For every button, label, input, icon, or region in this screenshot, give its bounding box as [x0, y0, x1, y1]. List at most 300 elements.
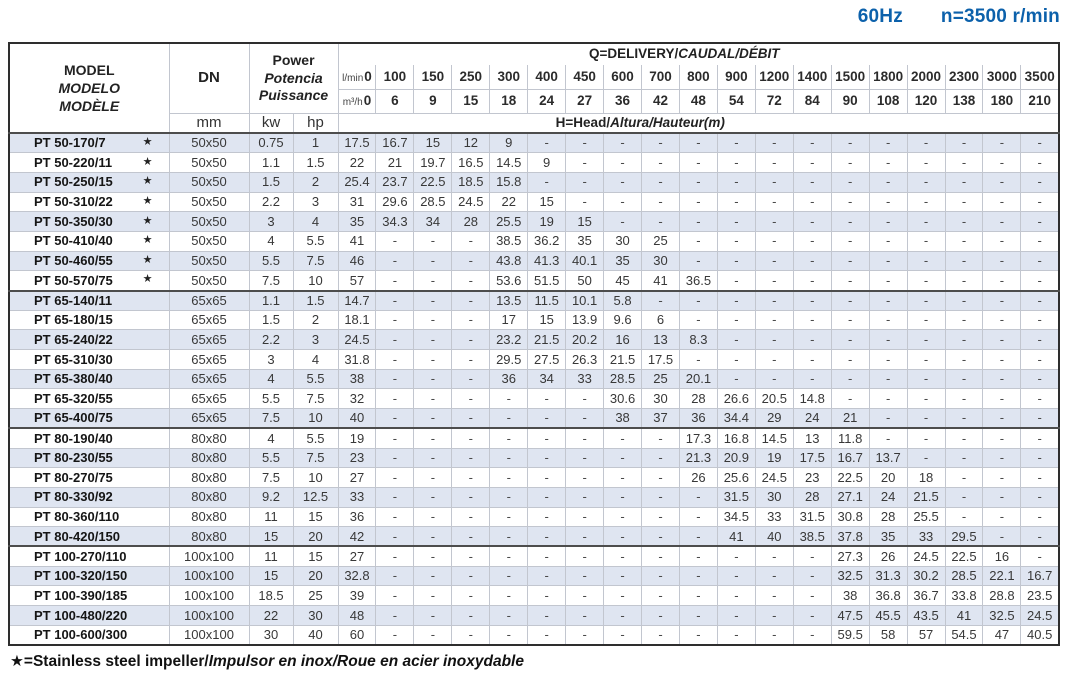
head-value-cell: 27 — [338, 546, 376, 566]
head-value-cell: - — [414, 468, 452, 488]
head-value-cell: - — [642, 291, 680, 311]
model-cell — [9, 212, 169, 232]
kw-cell: 22 — [249, 606, 293, 626]
flow-m3h-0: m³/h0 — [338, 89, 376, 113]
head-value-cell: 51.5 — [528, 271, 566, 291]
head-value-cell: - — [907, 448, 945, 468]
head-value-cell: - — [566, 527, 604, 547]
kw-cell: 1.1 — [249, 291, 293, 311]
head-value-cell: - — [414, 625, 452, 645]
head-value-cell: 54.5 — [945, 625, 983, 645]
power-unit-kw: kw — [249, 113, 293, 133]
head-value-cell: 33 — [907, 527, 945, 547]
table-row — [9, 251, 1059, 271]
head-value-cell: 29.6 — [376, 192, 414, 212]
head-value-cell: 13.9 — [566, 310, 604, 330]
head-value-cell: - — [983, 330, 1021, 350]
head-value-cell: 33 — [338, 487, 376, 507]
head-value-cell: - — [755, 546, 793, 566]
kw-cell: 4 — [249, 231, 293, 251]
head-value-cell: 58 — [869, 625, 907, 645]
flow-m3h-180: 180 — [983, 89, 1021, 113]
head-value-cell: - — [1021, 231, 1059, 251]
star-icon: ★ — [142, 214, 153, 227]
head-value-cell: - — [566, 468, 604, 488]
head-value-cell: - — [869, 310, 907, 330]
head-value-cell: - — [983, 153, 1021, 173]
head-value-cell: - — [376, 271, 414, 291]
dn-cell: 50x50 — [169, 153, 249, 173]
head-value-cell: - — [414, 350, 452, 370]
head-value-cell: - — [945, 428, 983, 448]
head-value-cell: 37.8 — [831, 527, 869, 547]
head-value-cell: - — [452, 448, 490, 468]
dn-cell: 100x100 — [169, 625, 249, 645]
head-value-cell: - — [452, 310, 490, 330]
model-cell — [9, 369, 169, 389]
head-value-cell: - — [869, 192, 907, 212]
head-value-cell: - — [376, 566, 414, 586]
head-value-cell: 21 — [831, 409, 869, 429]
table-container — [8, 42, 1060, 646]
head-value-cell: 15.8 — [490, 172, 528, 192]
head-value-cell: - — [755, 310, 793, 330]
head-value-cell: - — [755, 133, 793, 153]
model-name: PT 65-140/11 — [34, 292, 113, 308]
head-value-cell: - — [869, 409, 907, 429]
head-value-cell: - — [945, 507, 983, 527]
head-value-cell: - — [793, 291, 831, 311]
head-value-cell: - — [376, 369, 414, 389]
head-value-cell: - — [490, 389, 528, 409]
head-value-cell: 25.6 — [717, 468, 755, 488]
head-value-cell: 9 — [528, 153, 566, 173]
head-value-cell: 47 — [983, 625, 1021, 645]
dn-cell: 80x80 — [169, 487, 249, 507]
hp-cell: 12.5 — [293, 487, 338, 507]
unit-lmin-label: l/min — [342, 72, 364, 84]
table-row — [9, 291, 1059, 311]
head-value-cell: - — [717, 586, 755, 606]
head-value-cell: 26 — [869, 546, 907, 566]
head-value-cell: 17 — [490, 310, 528, 330]
head-value-cell: 26.6 — [717, 389, 755, 409]
head-value-cell: 60 — [338, 625, 376, 645]
head-value-cell: 32.5 — [983, 606, 1021, 626]
head-value-cell: - — [869, 212, 907, 232]
head-value-cell: - — [604, 566, 642, 586]
head-value-cell: - — [452, 527, 490, 547]
head-value-cell: - — [566, 586, 604, 606]
head-value-cell: 22.5 — [945, 546, 983, 566]
head-value-cell: - — [983, 310, 1021, 330]
unit-m3h-label: m³/h — [342, 96, 363, 108]
head-value-cell: 24.5 — [452, 192, 490, 212]
head-value-cell: - — [566, 507, 604, 527]
head-value-cell: 13.5 — [490, 291, 528, 311]
flow-lmin-1200: 1200 — [755, 65, 793, 89]
flow-lmin-300: 300 — [490, 65, 528, 89]
head-value-cell: 5.8 — [604, 291, 642, 311]
head-value-cell: - — [983, 172, 1021, 192]
head-value-cell: - — [717, 153, 755, 173]
head-value-cell: - — [528, 448, 566, 468]
head-value-cell: 38 — [831, 586, 869, 606]
model-name: PT 80-230/55 — [34, 450, 113, 466]
kw-cell: 18.5 — [249, 586, 293, 606]
head-value-cell: 24.5 — [1021, 606, 1059, 626]
head-value-cell: 40.1 — [566, 251, 604, 271]
head-value-cell: - — [566, 606, 604, 626]
dn-cell: 50x50 — [169, 212, 249, 232]
head-value-cell: 31.5 — [793, 507, 831, 527]
head-value-cell: - — [642, 566, 680, 586]
model-name: PT 50-220/11 — [34, 154, 113, 170]
head-value-cell: - — [945, 251, 983, 271]
model-cell — [9, 586, 169, 606]
head-value-cell: - — [679, 566, 717, 586]
head-value-cell: - — [831, 192, 869, 212]
head-value-cell: 38.5 — [490, 231, 528, 251]
head-value-cell: - — [793, 625, 831, 645]
flow-lmin-1400: 1400 — [793, 65, 831, 89]
head-value-cell: - — [793, 231, 831, 251]
kw-cell: 15 — [249, 566, 293, 586]
head-value-cell: 28 — [793, 487, 831, 507]
kw-cell: 7.5 — [249, 468, 293, 488]
model-name: PT 100-600/300 — [34, 626, 128, 642]
head-value-cell: - — [983, 350, 1021, 370]
head-value-cell: 18.1 — [338, 310, 376, 330]
hp-cell: 4 — [293, 212, 338, 232]
head-value-cell: - — [566, 625, 604, 645]
head-value-cell: - — [376, 468, 414, 488]
flow-m3h-36: 36 — [604, 89, 642, 113]
flow-m3h-138: 138 — [945, 89, 983, 113]
head-value-cell: - — [983, 212, 1021, 232]
head-value-cell: - — [831, 389, 869, 409]
head-value-cell: - — [755, 586, 793, 606]
hp-cell: 5.5 — [293, 428, 338, 448]
model-name: PT 50-170/7 — [34, 135, 106, 151]
hp-cell: 10 — [293, 468, 338, 488]
head-value-cell: 19 — [338, 428, 376, 448]
head-value-cell: - — [452, 330, 490, 350]
model-name: PT 100-320/150 — [34, 568, 128, 584]
flow-lmin-700: 700 — [642, 65, 680, 89]
head-value-cell: 16 — [604, 330, 642, 350]
head-value-cell: 27.3 — [831, 546, 869, 566]
head-value-cell: - — [831, 172, 869, 192]
head-value-cell: - — [717, 212, 755, 232]
head-value-cell: - — [376, 310, 414, 330]
head-value-cell: 23 — [793, 468, 831, 488]
head-value-cell: - — [755, 350, 793, 370]
head-value-cell: - — [376, 625, 414, 645]
flow-m3h-210: 210 — [1021, 89, 1059, 113]
head-value-cell: - — [869, 369, 907, 389]
head-value-cell: 42 — [338, 527, 376, 547]
model-cell — [9, 507, 169, 527]
head-value-cell: 10.1 — [566, 291, 604, 311]
head-value-cell: - — [679, 487, 717, 507]
hp-cell: 5.5 — [293, 369, 338, 389]
head-value-cell: - — [528, 625, 566, 645]
speed-label: n=3500 r/min — [940, 6, 1060, 27]
head-value-cell: 35 — [338, 212, 376, 232]
head-value-cell: - — [869, 291, 907, 311]
head-value-cell: - — [376, 507, 414, 527]
head-value-cell: - — [604, 606, 642, 626]
table-row — [9, 507, 1059, 527]
flow-lmin-400: 400 — [528, 65, 566, 89]
flow-lmin-2300: 2300 — [945, 65, 983, 89]
head-value-cell: - — [945, 231, 983, 251]
head-value-cell: - — [983, 448, 1021, 468]
head-value-cell: 11.5 — [528, 291, 566, 311]
head-value-cell: - — [983, 409, 1021, 429]
head-value-cell: - — [566, 192, 604, 212]
model-cell — [9, 566, 169, 586]
head-value-cell: 24.5 — [907, 546, 945, 566]
head-value-cell: 17.3 — [679, 428, 717, 448]
head-value-cell: - — [414, 330, 452, 350]
head-value-cell: - — [528, 468, 566, 488]
head-value-cell: 36.5 — [679, 271, 717, 291]
head-value-cell: - — [793, 606, 831, 626]
dn-cell: 50x50 — [169, 231, 249, 251]
head-value-cell: - — [414, 428, 452, 448]
hp-cell: 1.5 — [293, 291, 338, 311]
model-cell — [9, 192, 169, 212]
head-value-cell: 15 — [528, 192, 566, 212]
model-column-header — [9, 43, 169, 133]
head-value-cell: 36 — [338, 507, 376, 527]
head-value-cell: - — [717, 625, 755, 645]
flow-lmin-450: 450 — [566, 65, 604, 89]
head-value-cell: 19.7 — [414, 153, 452, 173]
head-value-cell: - — [566, 172, 604, 192]
dn-cell: 50x50 — [169, 172, 249, 192]
head-value-cell: - — [907, 369, 945, 389]
table-row — [9, 389, 1059, 409]
head-value-cell: - — [376, 448, 414, 468]
model-cell — [9, 527, 169, 547]
head-value-cell: - — [566, 546, 604, 566]
power-unit-hp: hp — [293, 113, 338, 133]
flow-lmin-0: l/min0 — [338, 65, 376, 89]
head-value-cell: 36.8 — [869, 586, 907, 606]
head-value-cell: - — [869, 389, 907, 409]
model-cell — [9, 606, 169, 626]
model-cell — [9, 310, 169, 330]
dn-cell: 50x50 — [169, 133, 249, 153]
head-value-cell: 33.8 — [945, 586, 983, 606]
head-value-cell: 29 — [755, 409, 793, 429]
delivery-label-en: Q=DELIVERY/ — [589, 46, 679, 62]
model-cell — [9, 133, 169, 153]
head-value-cell: 26.3 — [566, 350, 604, 370]
head-value-cell: - — [642, 153, 680, 173]
head-value-cell: - — [717, 350, 755, 370]
head-value-cell: - — [831, 291, 869, 311]
head-value-cell: - — [907, 133, 945, 153]
head-value-cell: 20.1 — [679, 369, 717, 389]
head-value-cell: - — [642, 133, 680, 153]
head-value-cell: - — [604, 507, 642, 527]
kw-cell: 5.5 — [249, 389, 293, 409]
head-value-cell: - — [376, 586, 414, 606]
table-row — [9, 153, 1059, 173]
star-icon: ★ — [142, 254, 153, 267]
head-value-cell: - — [983, 251, 1021, 271]
head-value-cell: - — [452, 507, 490, 527]
flow-lmin-600: 600 — [604, 65, 642, 89]
head-value-cell: - — [907, 231, 945, 251]
head-value-cell: 16.7 — [831, 448, 869, 468]
head-value-cell: - — [907, 212, 945, 232]
head-value-cell: 34 — [528, 369, 566, 389]
head-value-cell: - — [452, 231, 490, 251]
kw-cell: 4 — [249, 428, 293, 448]
head-value-cell: - — [604, 625, 642, 645]
head-value-cell: - — [452, 566, 490, 586]
hp-cell: 7.5 — [293, 389, 338, 409]
head-value-cell: 45.5 — [869, 606, 907, 626]
head-value-cell: - — [528, 487, 566, 507]
hp-cell: 1.5 — [293, 153, 338, 173]
flow-m3h-84: 84 — [793, 89, 831, 113]
kw-cell: 1.1 — [249, 153, 293, 173]
head-value-cell: 32.8 — [338, 566, 376, 586]
head-value-cell: 11.8 — [831, 428, 869, 448]
head-value-cell: - — [490, 409, 528, 429]
head-value-cell: - — [1021, 291, 1059, 311]
head-value-cell: - — [679, 507, 717, 527]
head-value-cell: - — [1021, 389, 1059, 409]
head-value-cell: - — [717, 172, 755, 192]
model-cell — [9, 428, 169, 448]
head-value-cell: - — [1021, 448, 1059, 468]
hp-cell: 15 — [293, 507, 338, 527]
model-name: PT 65-400/75 — [34, 410, 113, 426]
head-value-cell: - — [679, 153, 717, 173]
model-cell — [9, 487, 169, 507]
dn-cell: 65x65 — [169, 330, 249, 350]
head-value-cell: - — [945, 389, 983, 409]
head-value-cell: 25.5 — [907, 507, 945, 527]
head-value-cell: - — [983, 291, 1021, 311]
head-value-cell: - — [414, 606, 452, 626]
table-row — [9, 606, 1059, 626]
head-value-cell: - — [566, 409, 604, 429]
table-row — [9, 369, 1059, 389]
dn-cell: 80x80 — [169, 507, 249, 527]
head-value-cell: 32.5 — [831, 566, 869, 586]
table-row — [9, 566, 1059, 586]
head-value-cell: - — [1021, 487, 1059, 507]
head-value-cell: - — [452, 487, 490, 507]
head-value-cell: - — [717, 133, 755, 153]
head-value-cell: 14.5 — [755, 428, 793, 448]
head-value-cell: 15 — [566, 212, 604, 232]
flow-m3h-18: 18 — [490, 89, 528, 113]
frequency-label: 60Hz — [857, 6, 903, 27]
head-value-cell: - — [679, 310, 717, 330]
dn-cell: 50x50 — [169, 251, 249, 271]
head-value-cell: - — [642, 507, 680, 527]
table-row — [9, 625, 1059, 645]
head-value-cell: 32 — [338, 389, 376, 409]
head-value-cell: - — [793, 133, 831, 153]
head-value-cell: 23 — [338, 448, 376, 468]
head-value-cell: 15 — [414, 133, 452, 153]
head-value-cell: - — [566, 153, 604, 173]
head-value-cell: - — [490, 507, 528, 527]
head-value-cell: 20.5 — [755, 389, 793, 409]
head-value-cell: - — [490, 586, 528, 606]
head-value-cell: - — [376, 330, 414, 350]
head-value-cell: - — [755, 231, 793, 251]
head-value-cell: 30 — [642, 251, 680, 271]
table-row — [9, 330, 1059, 350]
model-cell — [9, 330, 169, 350]
table-row — [9, 192, 1059, 212]
head-value-cell: 26 — [679, 468, 717, 488]
head-value-cell: 59.5 — [831, 625, 869, 645]
head-value-cell: - — [452, 428, 490, 448]
head-value-cell: 25.4 — [338, 172, 376, 192]
head-value-cell: 31.5 — [717, 487, 755, 507]
model-name: PT 65-380/40 — [34, 371, 113, 387]
head-value-cell: 45 — [604, 271, 642, 291]
model-name: PT 65-240/22 — [34, 331, 113, 347]
head-value-cell: - — [907, 291, 945, 311]
model-cell — [9, 468, 169, 488]
head-value-cell: 28.5 — [604, 369, 642, 389]
table-row — [9, 586, 1059, 606]
head-value-cell: - — [755, 330, 793, 350]
head-value-cell: 28 — [869, 507, 907, 527]
head-value-cell: - — [755, 212, 793, 232]
head-value-cell: - — [376, 231, 414, 251]
dn-cell: 100x100 — [169, 606, 249, 626]
model-header-en: MODEL — [63, 61, 115, 78]
head-value-cell: 41 — [717, 527, 755, 547]
star-icon: ★ — [142, 155, 153, 168]
kw-cell: 11 — [249, 507, 293, 527]
head-value-cell: 33 — [755, 507, 793, 527]
head-value-cell: - — [452, 291, 490, 311]
head-value-cell: - — [831, 212, 869, 232]
dn-cell: 80x80 — [169, 428, 249, 448]
flow-m3h-108: 108 — [869, 89, 907, 113]
kw-cell: 4 — [249, 369, 293, 389]
head-value-cell: - — [642, 625, 680, 645]
flow-lmin-1800: 1800 — [869, 65, 907, 89]
head-value-cell: - — [679, 231, 717, 251]
dn-cell: 65x65 — [169, 350, 249, 370]
head-value-cell: - — [1021, 192, 1059, 212]
head-value-cell: - — [755, 606, 793, 626]
head-value-cell: - — [528, 566, 566, 586]
head-value-cell: - — [1021, 310, 1059, 330]
head-value-cell: 6 — [642, 310, 680, 330]
head-value-cell: - — [869, 231, 907, 251]
hp-cell: 40 — [293, 625, 338, 645]
head-value-cell: 8.3 — [679, 330, 717, 350]
head-value-cell: - — [983, 389, 1021, 409]
